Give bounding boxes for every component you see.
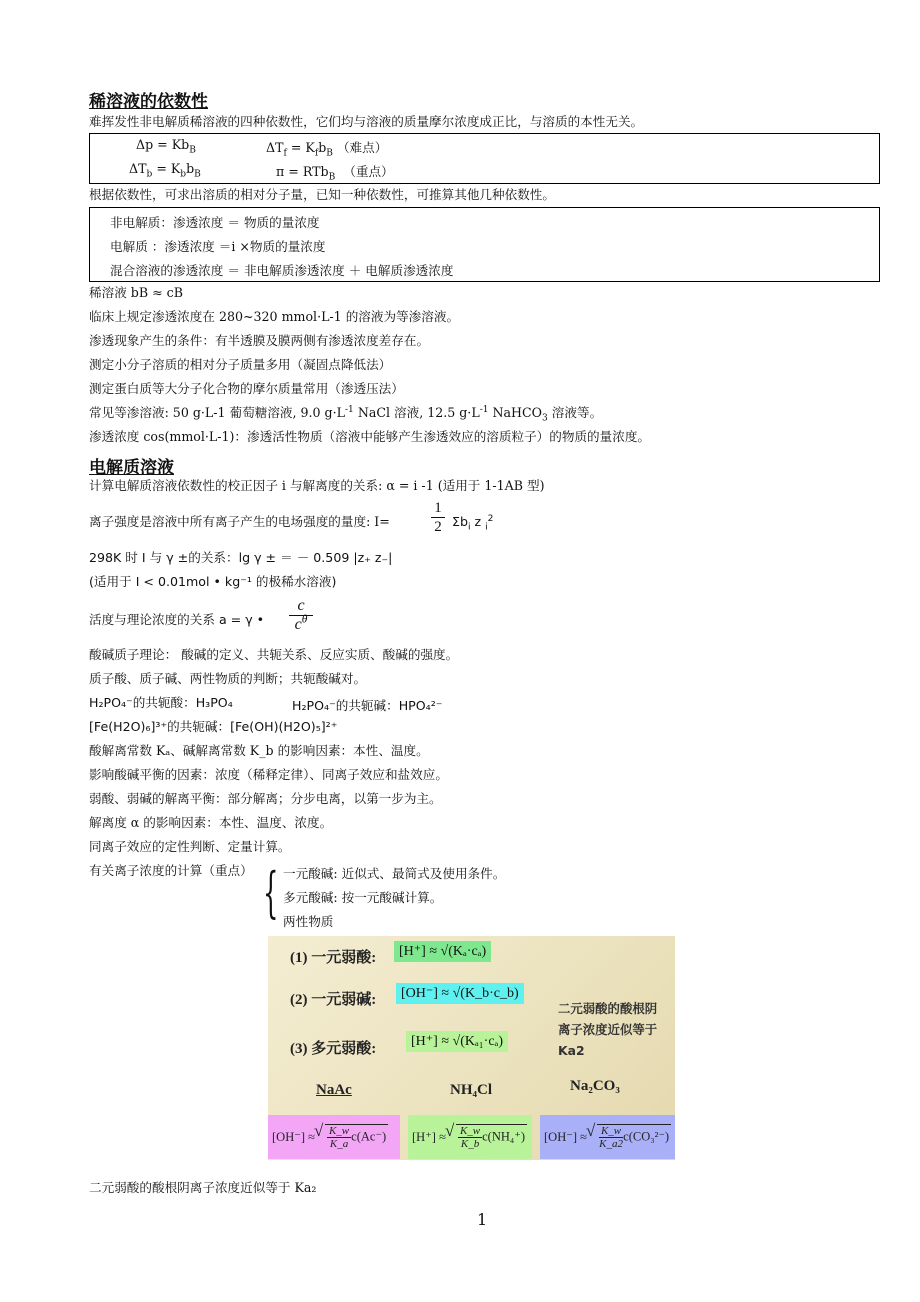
isotonic-line: 常见等渗溶液: 50 g·L-1 葡萄糖溶液, 9.0 $g\cdot L^{-1}$ NaCl 溶液, 12.5 $g\cdot L^{-1}$ NaHCO$_3$ 溶液等。 [89, 404, 603, 424]
text-line: 298K 时 I 与 γ ±的关系：lg γ ± ＝ － 0.509 |z₊ z₋| [89, 550, 393, 565]
text-line: 酸解离常数 Kₐ、碱解离常数 K_b 的影响因素：本性、温度。 [89, 743, 429, 758]
salt-formula: [OH⁻] ≈ √ $\frac{K\_w}{K\_a2}$ c(CO₃²⁻) [540, 1115, 675, 1159]
text-line: 渗透现象产生的条件：有半透膜及膜两侧有渗透浓度差存在。 [89, 333, 430, 348]
text-line: 同离子效应的定性判断、定量计算。 [89, 839, 291, 854]
activity-fraction: $\frac{c}{c^\theta}$ [289, 597, 313, 634]
salt-formula: [OH⁻] ≈ √ $\frac{K\_w}{K\_a}$ c(Ac⁻) [268, 1115, 400, 1159]
text-line: (适用于 I < 0.01mol • kg⁻¹ 的极稀水溶液) [89, 574, 337, 589]
text-line: 解离度 α 的影响因素：本性、温度、浓度。 [89, 815, 333, 830]
calc-item: 一元酸碱: 近似式、最简式及使用条件。 [283, 866, 506, 881]
text-line: 临床上规定渗透浓度在 280~320 mmol·L-1 的溶液为等渗溶液。 [89, 309, 460, 324]
osmotic-box [89, 207, 880, 282]
figure-row-label: (1) 一元弱酸: [290, 950, 377, 966]
figure-note: 二元弱酸的酸根阴离子浓度近似等于Ka2 [558, 1001, 658, 1058]
conjugate-base: H₂PO₄⁻的共轭碱：HPO₄²⁻ [292, 698, 443, 713]
salt-label: NH₄Cl [450, 1082, 492, 1098]
calc-item: 两性物质 [283, 914, 334, 929]
calc-label: 有关离子浓度的计算（重点） [89, 863, 253, 878]
after-box-line: 根据依数性，可求出溶质的相对分子量，已知一种依数性，可推算其他几种依数性。 [89, 187, 555, 202]
conjugate-acid: H₂PO₄⁻的共轭酸：H₃PO₄ [89, 695, 233, 710]
salt-label: NaAc [316, 1082, 352, 1098]
formula-box [89, 133, 880, 184]
text-line: 测定小分子溶质的相对分子质量多用（凝固点降低法） [89, 357, 392, 372]
calc-item: 多元酸碱: 按一元酸碱计算。 [283, 890, 443, 905]
figure-caption: 二元弱酸的酸根阴离子浓度近似等于 Ka₂ [89, 1180, 317, 1195]
formula-figure [268, 936, 675, 1160]
figure-row-label: (2) 一元弱碱: [290, 992, 377, 1008]
osmotic-definition: 渗透浓度 cos(mmol·L-1)：渗透活性物质（溶液中能够产生渗透效应的溶质粒子）的物质的量浓度。 [89, 429, 651, 444]
formula-dtb: $\Delta T_b = K_bb_B$ [129, 161, 201, 180]
figure-row-label: (3) 多元弱酸: [290, 1041, 377, 1057]
section-title-colligative: 稀溶液的依数性 [89, 92, 208, 112]
text-line: 稀溶液 bB ≈ cB [89, 285, 183, 300]
ionic-fraction: $\frac{1}{2}$ [431, 500, 445, 536]
formula-dp: $\Delta p = Kb_B$ [136, 137, 196, 156]
salt-formula: [H⁺] ≈ √ $\frac{K\_w}{K\_b}$ c(NH₄⁺) [408, 1115, 532, 1159]
osm-line: 电解质 ：渗透浓度 ＝i ×物质的量浓度 [110, 239, 326, 254]
intro-line: 难挥发性非电解质稀溶液的四种依数性，它们均与溶液的质量摩尔浓度成正比，与溶质的本性无关。 [89, 114, 644, 129]
osm-line: 非电解质：渗透浓度 ＝ 物质的量浓度 [110, 215, 320, 230]
text-line: 计算电解质溶液依数性的校正因子 i 与解离度的关系: α = i -1 (适用于 1-1AB 型) [89, 478, 545, 493]
figure-row-formula: [H⁺] ≈ √(Kₐ·cₐ) [394, 941, 491, 962]
formula-pi: π = RTb$_B$ （重点） [276, 164, 394, 183]
figure-row-formula: [H⁺] ≈ √(Kₐ₁·cₐ) [406, 1031, 508, 1052]
text-line: 酸碱质子理论： 酸碱的定义、共轭关系、反应实质、酸碱的强度。 [89, 647, 459, 662]
activity-line: 活度与理论浓度的关系 a = γ • [89, 612, 265, 627]
text-line: 影响酸碱平衡的因素：浓度（稀释定律）、同离子效应和盐效应。 [89, 767, 448, 782]
page-number: 1 [477, 1210, 488, 1229]
text-line: 质子酸、质子碱、两性物质的判断；共轭酸碱对。 [89, 671, 367, 686]
conjugate-iron: [Fe(H2O)₆]³⁺的共轭碱：[Fe(OH)(H2O)₅]²⁺ [89, 719, 338, 734]
figure-row-formula: [OH⁻] ≈ √(K_b·c_b) [396, 983, 524, 1004]
text-line: 测定蛋白质等大分子化合物的摩尔质量常用（渗透压法） [89, 381, 404, 396]
text-line: 弱酸、弱碱的解离平衡：部分解离；分步电离，以第一步为主。 [89, 791, 442, 806]
salt-label: Na₂CO₃ [570, 1078, 620, 1094]
formula-dtf: $\Delta T_f = K_fb_B$ （难点） [266, 140, 388, 159]
ionic-strength-line: 离子强度是溶液中所有离子产生的电场强度的量度: I= [89, 514, 390, 529]
osm-line: 混合溶液的渗透浓度 ＝ 非电解质渗透浓度 ＋ 电解质渗透浓度 [110, 263, 454, 278]
section-title-electrolyte: 电解质溶液 [89, 458, 174, 478]
brace-icon: { [263, 861, 279, 924]
ionic-sum: $\Sigma b_i$ z $_i^2$ [452, 513, 494, 533]
